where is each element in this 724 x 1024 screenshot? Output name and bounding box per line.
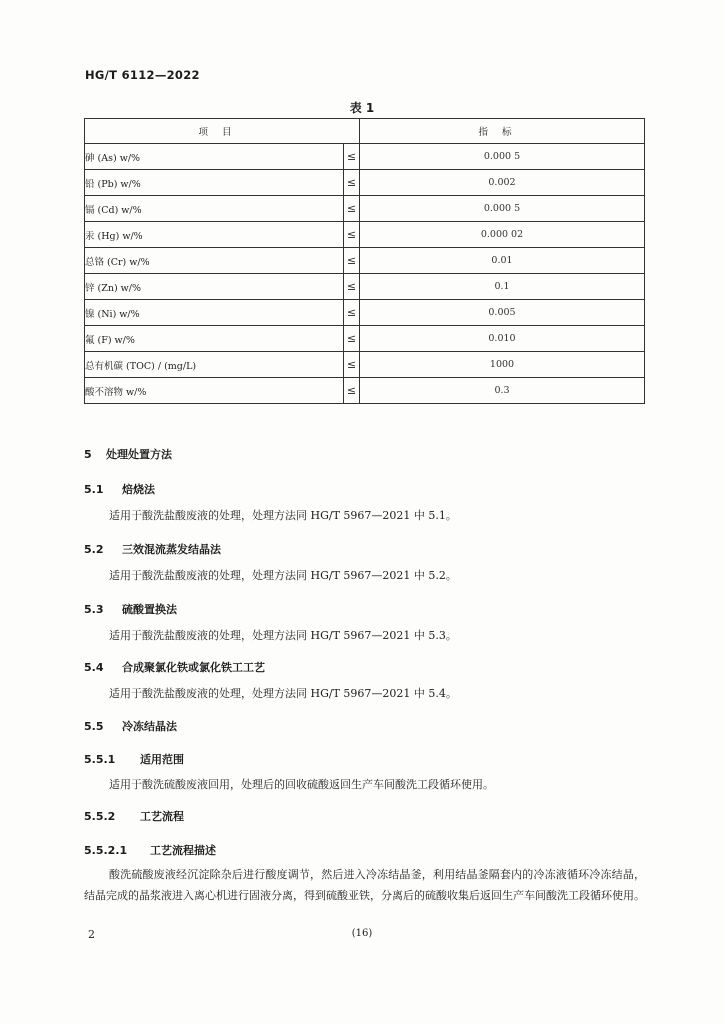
section-number: 5.5.2.1 xyxy=(84,844,128,857)
section-paragraph-5-4: 适用于酸洗盐酸废液的处理，处理方法同 HG/T 5967—2021 中 5.4。 xyxy=(109,687,457,700)
standard-code: HG/T 6112—2022 xyxy=(85,68,200,82)
column-header-item: 项目 xyxy=(85,119,360,144)
value-cell: 0.000 5 xyxy=(360,196,645,222)
section-number: 5.5.2 xyxy=(84,810,116,823)
section-paragraph-5-5-1: 适用于酸洗硫酸废液回用，处理后的回收硫酸返回生产车间酸洗工段循环使用。 xyxy=(109,778,494,791)
value-cell: 0.1 xyxy=(360,274,645,300)
table-row xyxy=(85,378,645,404)
section-number: 5.2 xyxy=(84,543,104,556)
section-title: 处理处置方法 xyxy=(106,448,172,461)
section-title: 合成聚氯化铁或氯化铁工工艺 xyxy=(122,661,265,674)
section-number: 5.4 xyxy=(84,661,104,674)
section-title: 硫酸置换法 xyxy=(122,603,177,616)
value-cell: 0.000 5 xyxy=(360,144,645,170)
operator-cell: ≤ xyxy=(344,196,360,222)
section-title: 工艺流程描述 xyxy=(150,844,216,857)
item-cell: 酸不溶物 w/% xyxy=(85,378,344,404)
table-row xyxy=(85,300,645,326)
value-cell: 0.010 xyxy=(360,326,645,352)
section-heading-5-5-2-1 xyxy=(84,842,216,858)
operator-cell: ≤ xyxy=(344,144,360,170)
table-row xyxy=(85,196,645,222)
table-row xyxy=(85,222,645,248)
section-paragraph-5-5-2-1: 酸洗硫酸废液经沉淀除杂后进行酸度调节，然后进入冷冻结晶釜，利用结晶釜隔套内的冷冻液循环冷冻结晶，结晶完成的晶浆液进入离心机进行固液分离，得到硫酸亚铁，分离后的硫酸收集后返回生产车间酸洗工段循环使用。 xyxy=(84,868,645,902)
section-heading-5-1 xyxy=(84,481,155,497)
value-cell: 0.3 xyxy=(360,378,645,404)
item-cell: 总有机碳 (TOC) / (mg/L) xyxy=(85,352,344,378)
item-cell: 汞 (Hg) w/% xyxy=(85,222,344,248)
section-number: 5.5.1 xyxy=(84,753,116,766)
section-heading-5-3 xyxy=(84,601,177,617)
column-header-spec: 指标 xyxy=(360,119,645,144)
item-cell: 总铬 (Cr) w/% xyxy=(85,248,344,274)
value-cell: 1000 xyxy=(360,352,645,378)
item-cell: 镉 (Cd) w/% xyxy=(85,196,344,222)
table-title: 表 1 xyxy=(349,101,375,115)
operator-cell: ≤ xyxy=(344,274,360,300)
table-row xyxy=(85,352,645,378)
operator-cell: ≤ xyxy=(344,352,360,378)
item-cell: 锌 (Zn) w/% xyxy=(85,274,344,300)
section-heading-5-5 xyxy=(84,718,177,734)
sub-page-number: (16) xyxy=(351,928,373,939)
value-cell: 0.01 xyxy=(360,248,645,274)
section-number: 5.3 xyxy=(84,603,104,616)
operator-cell: ≤ xyxy=(344,170,360,196)
page-number: 2 xyxy=(88,928,95,941)
section-title: 适用范围 xyxy=(140,753,184,766)
table-row xyxy=(85,248,645,274)
section-title: 冷冻结晶法 xyxy=(122,720,177,733)
section-heading-5-5-2 xyxy=(84,808,184,824)
value-cell: 0.000 02 xyxy=(360,222,645,248)
table-header-row xyxy=(85,119,645,144)
section-number: 5.1 xyxy=(84,483,104,496)
item-cell: 砷 (As) w/% xyxy=(85,144,344,170)
table-row xyxy=(85,170,645,196)
spec-table xyxy=(84,118,645,404)
operator-cell: ≤ xyxy=(344,222,360,248)
operator-cell: ≤ xyxy=(344,248,360,274)
section-paragraph-5-1: 适用于酸洗盐酸废液的处理，处理方法同 HG/T 5967—2021 中 5.1。 xyxy=(109,509,457,522)
section-title: 工艺流程 xyxy=(140,810,184,823)
section-title: 焙烧法 xyxy=(122,483,155,496)
operator-cell: ≤ xyxy=(344,300,360,326)
table-row xyxy=(85,144,645,170)
operator-cell: ≤ xyxy=(344,326,360,352)
table-row xyxy=(85,274,645,300)
table-row xyxy=(85,326,645,352)
section-title: 三效混流蒸发结晶法 xyxy=(122,543,221,556)
value-cell: 0.005 xyxy=(360,300,645,326)
section-number: 5 xyxy=(84,448,92,461)
section-heading-5 xyxy=(84,446,172,462)
value-cell: 0.002 xyxy=(360,170,645,196)
section-heading-5-4 xyxy=(84,659,265,675)
item-cell: 铅 (Pb) w/% xyxy=(85,170,344,196)
section-number: 5.5 xyxy=(84,720,104,733)
section-paragraph-5-2: 适用于酸洗盐酸废液的处理，处理方法同 HG/T 5967—2021 中 5.2。 xyxy=(109,569,457,582)
section-paragraph-5-3: 适用于酸洗盐酸废液的处理，处理方法同 HG/T 5967—2021 中 5.3。 xyxy=(109,629,457,642)
item-cell: 氟 (F) w/% xyxy=(85,326,344,352)
operator-cell: ≤ xyxy=(344,378,360,404)
section-heading-5-2 xyxy=(84,541,221,557)
item-cell: 镍 (Ni) w/% xyxy=(85,300,344,326)
section-heading-5-5-1 xyxy=(84,751,184,767)
